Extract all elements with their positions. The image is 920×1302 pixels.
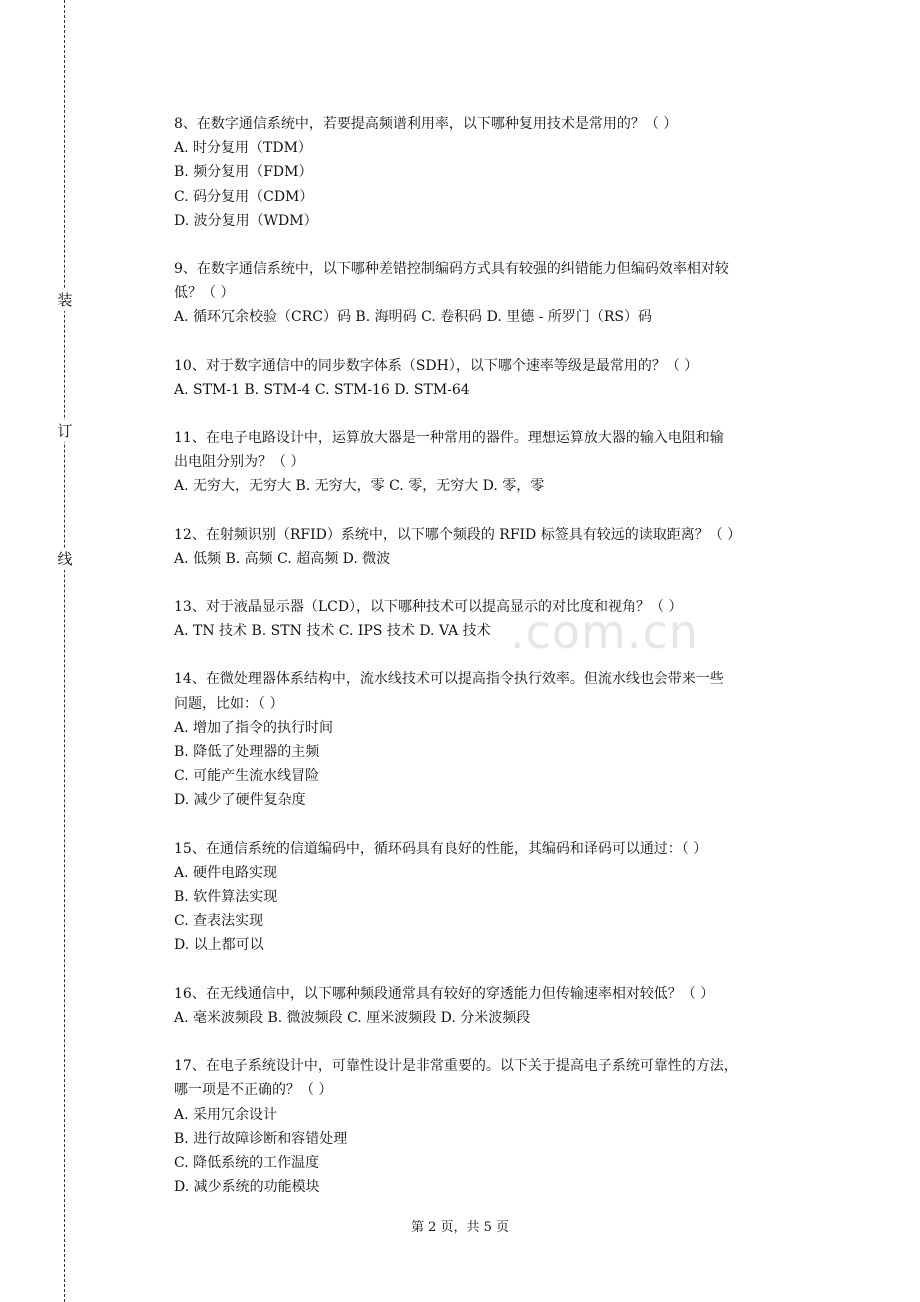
question-option: A. STM-1 B. STM-4 C. STM-16 D. STM-64: [174, 381, 470, 398]
question-stem-line: 16、在无线通信中，以下哪种频段通常具有较好的穿透能力但传输速率相对较低？（ ）: [174, 985, 715, 1002]
question-option: C. 可能产生流水线冒险: [174, 768, 320, 785]
question-block: [174, 595, 824, 643]
question-stem-line: 17、在电子系统设计中，可靠性设计是非常重要的。以下关于提高电子系统可靠性的方法，: [174, 1058, 738, 1075]
question-option: C. 码分复用（CDM）: [174, 188, 314, 205]
question-stem-line: 10、对于数字通信中的同步数字体系（SDH），以下哪个速率等级是最常用的？（ ）: [174, 357, 699, 374]
question-block: [174, 982, 824, 1030]
question-option: A. 硬件电路实现: [174, 864, 278, 881]
question-stem-line: 哪一项是不正确的？（ ）: [174, 1082, 333, 1099]
question-list: [174, 112, 824, 1223]
question-option: A. 时分复用（TDM）: [174, 140, 312, 157]
watermark: .com.cn: [510, 605, 699, 659]
question-stem-line: 9、在数字通信系统中，以下哪种差错控制编码方式具有较强的纠错能力但编码效率相对较: [174, 261, 729, 278]
question-option: B. 进行故障诊断和容错处理: [174, 1130, 348, 1147]
binding-label-zhuang: 装: [55, 289, 75, 311]
binding-dashed-line: [64, 0, 65, 1302]
question-block: [174, 426, 824, 499]
question-option: A. 无穷大，无穷大 B. 无穷大，零 C. 零，无穷大 D. 零，零: [174, 478, 545, 495]
question-stem-line: 12、在射频识别（RFID）系统中，以下哪个频段的 RFID 标签具有较远的读取距离？（ ）: [174, 526, 742, 543]
question-stem-line: 15、在通信系统的信道编码中，循环码具有良好的性能，其编码和译码可以通过：（ ）: [174, 840, 708, 857]
question-stem-line: 14、在微处理器体系结构中，流水线技术可以提高指令执行效率。但流水线也会带来一些: [174, 671, 724, 688]
question-option: A. 毫米波频段 B. 微波频段 C. 厘米波频段 D. 分米波频段: [174, 1009, 531, 1026]
question-block: [174, 523, 824, 571]
question-option: A. 增加了指令的执行时间: [174, 719, 334, 736]
question-stem-line: 问题，比如：（ ）: [174, 695, 284, 712]
page-footer: 第 2 页，共 5 页: [410, 1220, 510, 1235]
question-option: C. 查表法实现: [174, 913, 264, 930]
question-option: D. 减少系统的功能模块: [174, 1179, 320, 1196]
question-block: [174, 667, 824, 812]
binding-label-ding: 订: [55, 420, 75, 442]
question-option: D. 波分复用（WDM）: [174, 212, 318, 229]
question-option: B. 降低了处理器的主频: [174, 744, 320, 761]
binding-label-xian: 线: [55, 548, 75, 570]
question-block: [174, 354, 824, 402]
question-stem-line: 13、对于液晶显示器（LCD），以下哪种技术可以提高显示的对比度和视角？（ ）: [174, 599, 683, 616]
question-option: A. 低频 B. 高频 C. 超高频 D. 微波: [174, 550, 391, 567]
question-option: D. 以上都可以: [174, 937, 264, 954]
question-block: [174, 837, 824, 958]
question-option: D. 减少了硬件复杂度: [174, 792, 306, 809]
question-option: A. TN 技术 B. STN 技术 C. IPS 技术 D. VA 技术: [174, 623, 491, 640]
question-block: [174, 257, 824, 330]
question-option: A. 采用冗余设计: [174, 1106, 278, 1123]
question-option: C. 降低系统的工作温度: [174, 1154, 320, 1171]
question-block: [174, 1054, 824, 1199]
question-stem-line: 出电阻分别为？（ ）: [174, 454, 305, 471]
question-block: [174, 112, 824, 233]
question-option: B. 频分复用（FDM）: [174, 164, 313, 181]
question-stem-line: 8、在数字通信系统中，若要提高频谱利用率，以下哪种复用技术是常用的？（ ）: [174, 116, 678, 132]
question-stem-line: 11、在电子电路设计中，运算放大器是一种常用的器件。理想运算放大器的输入电阻和输: [174, 430, 724, 447]
question-option: A. 循环冗余校验（CRC）码 B. 海明码 C. 卷积码 D. 里德 - 所罗门（RS）码: [174, 309, 653, 326]
question-stem-line: 低？（ ）: [174, 285, 235, 302]
question-option: B. 软件算法实现: [174, 889, 278, 906]
